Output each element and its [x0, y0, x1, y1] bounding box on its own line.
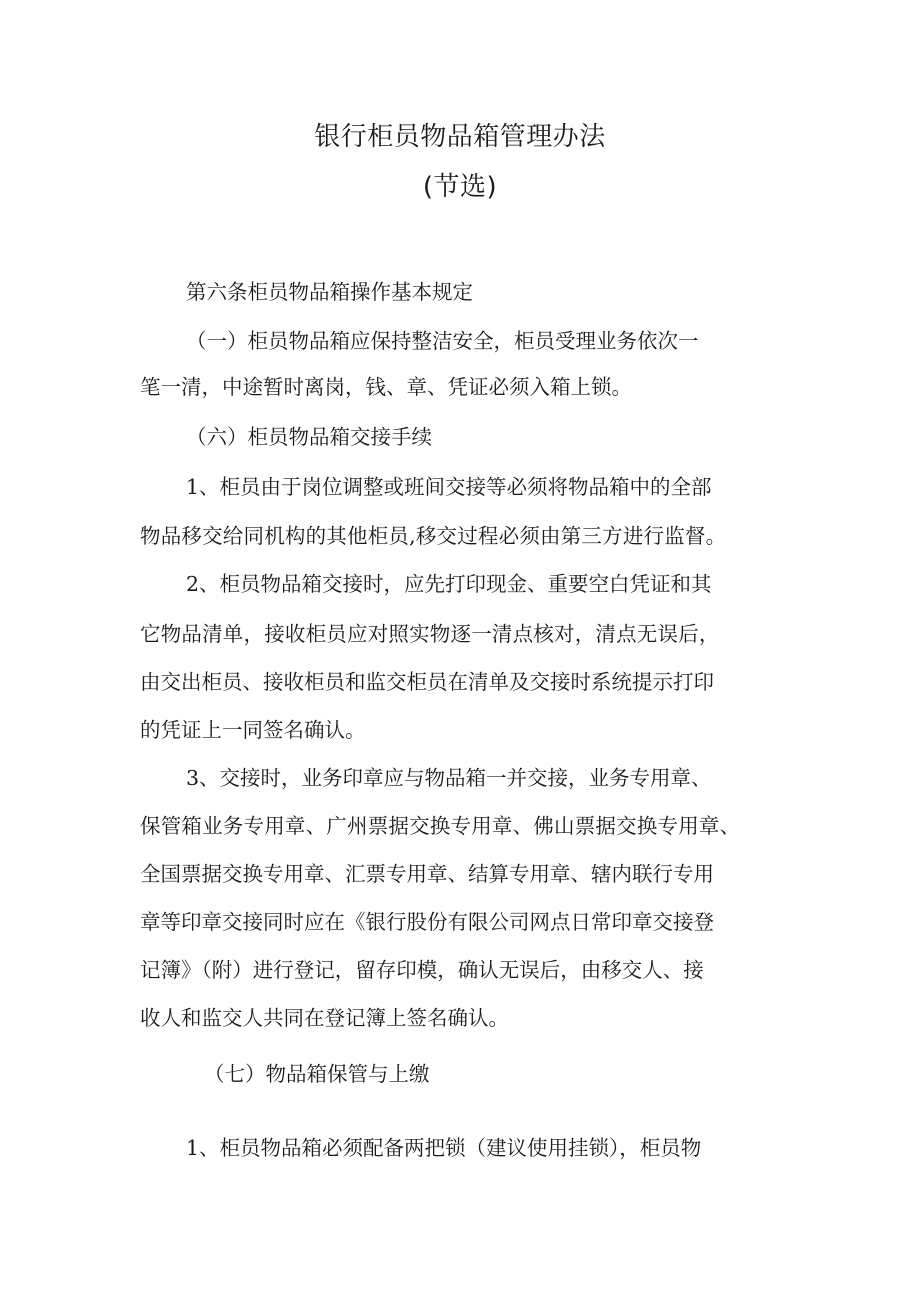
paragraph-line: 全国票据交换专用章、汇票专用章、结算专用章、辖内联行专用 [140, 861, 714, 886]
paragraph-line: 它物品清单，接收柜员应对照实物逐一清点核对，清点无误后， [140, 621, 720, 646]
paragraph-line: 3、交接时，业务印章应与物品箱一并交接，业务专用章、 [186, 765, 712, 790]
paragraph-line: 记簿》（附）进行登记，留存印模，确认无误后，由移交人、接 [140, 957, 704, 982]
document-title: 银行柜员物品箱管理办法 [314, 122, 606, 152]
paragraph-line: （一）柜员物品箱应保持整洁安全，柜员受理业务依次一 [186, 328, 699, 353]
article-heading: 第六条柜员物品箱操作基本规定 [186, 279, 473, 304]
paragraph-line: 的凭证上一同签名确认。 [140, 717, 366, 742]
paragraph-line: 2、柜员物品箱交接时，应先打印现金、重要空白凭证和其 [186, 571, 712, 596]
paragraph-line: 笔一清，中途暂时离岗，钱、章、凭证必须入箱上锁。 [140, 374, 632, 399]
paragraph-line: 由交出柜员、接收柜员和监交柜员在清单及交接时系统提示打印 [140, 669, 714, 694]
paragraph-line: 1、柜员由于岗位调整或班间交接等必须将物品箱中的全部 [186, 474, 712, 499]
section-heading: （七）物品箱保管与上缴 [204, 1061, 430, 1086]
paragraph-line: 收人和监交人共同在登记簿上签名确认。 [140, 1005, 509, 1030]
paragraph-line: 1、柜员物品箱必须配备两把锁（建议使用挂锁），柜员物 [186, 1135, 702, 1160]
document-subtitle: (节选) [422, 172, 498, 202]
paragraph-line: 保管箱业务专用章、广州票据交换专用章、佛山票据交换专用章、 [140, 813, 741, 838]
section-heading: （六）柜员物品箱交接手续 [186, 424, 432, 449]
paragraph-line: 章等印章交接同时应在《银行股份有限公司网点日常印章交接登 [140, 909, 714, 934]
paragraph-line: 物品移交给同机构的其他柜员,移交过程必须由第三方进行监督。 [140, 523, 727, 548]
